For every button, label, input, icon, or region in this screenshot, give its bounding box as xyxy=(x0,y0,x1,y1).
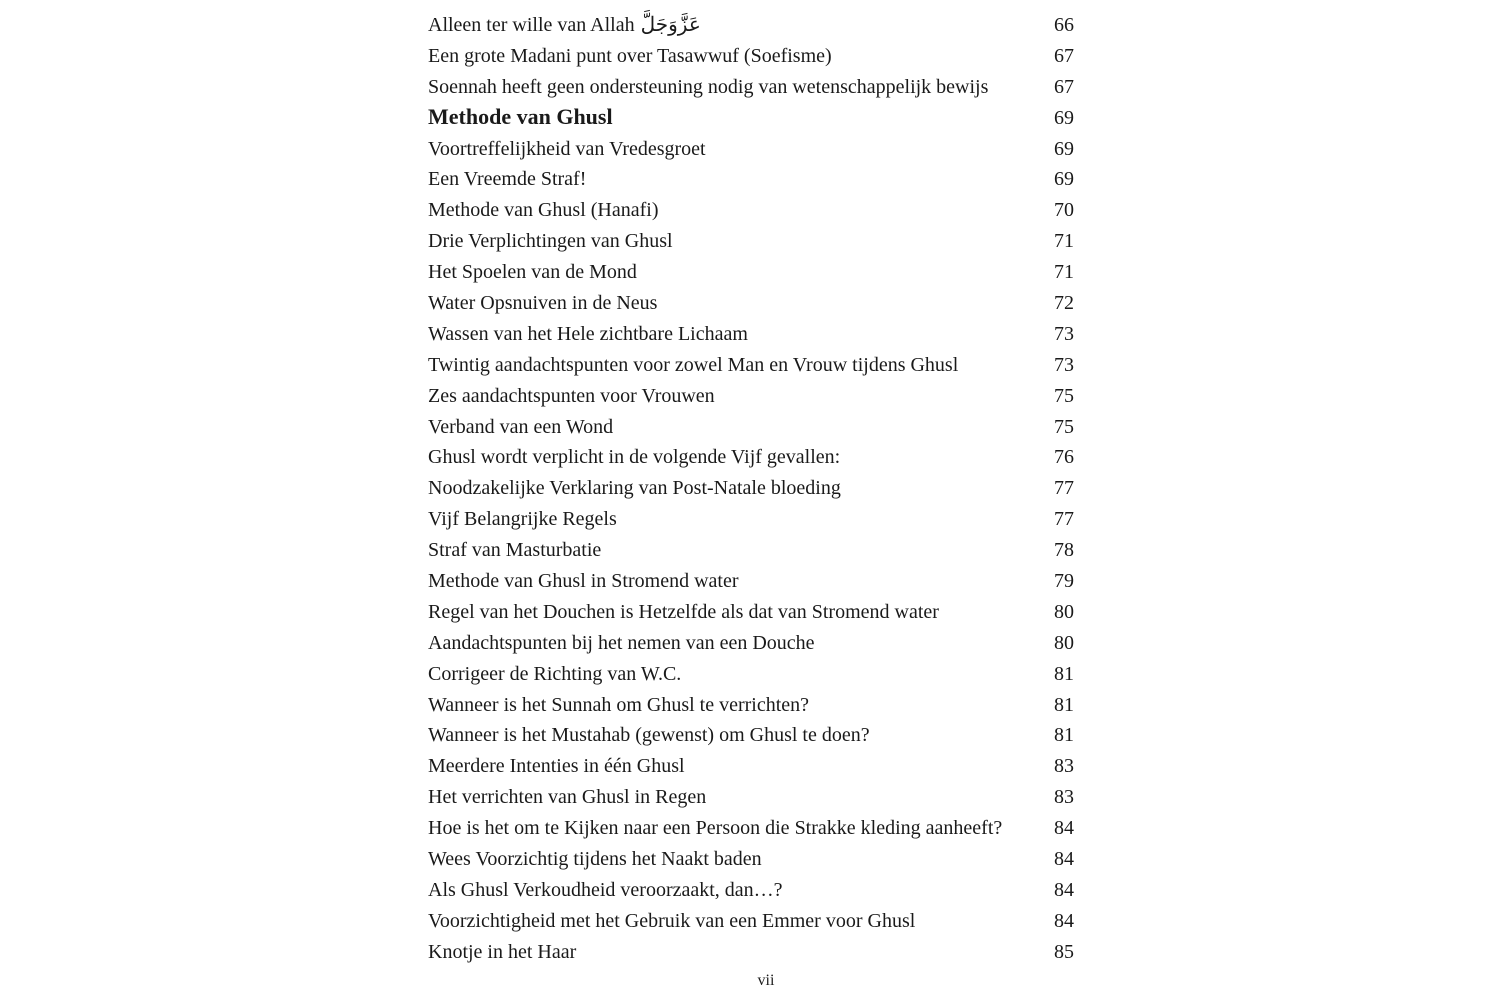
toc-entry-page: 81 xyxy=(1054,662,1074,685)
toc-entry-label xyxy=(428,412,613,443)
toc-entry xyxy=(428,257,1074,288)
toc-entry xyxy=(428,195,1074,226)
toc-entry-title: Voorzichtigheid met het Gebruik van een Emmer voor Ghusl xyxy=(428,909,916,932)
toc-entry-title: Verband van een Wond xyxy=(428,415,614,438)
toc-entry-title: Een grote Madani punt over Tasawwuf (Soefisme) xyxy=(428,44,832,67)
toc-entry-page: 83 xyxy=(1054,755,1074,778)
toc-entry-label xyxy=(428,566,739,597)
toc-entry xyxy=(428,597,1074,628)
toc-entry-title: Wanneer is het Mustahab (gewenst) om Ghusl te doen? xyxy=(428,724,870,747)
toc-entry-title: Het verrichten van Ghusl in Regen xyxy=(428,786,707,809)
toc-entry-page: 84 xyxy=(1054,909,1074,932)
toc-entry xyxy=(428,504,1074,535)
toc-entry-label xyxy=(428,226,673,257)
toc-entry-title: Vijf Belangrijke Regels xyxy=(428,508,617,531)
toc-entry-title: Water Opsnuiven in de Neus xyxy=(428,292,658,315)
toc-entry-title: Zes aandachtspunten voor Vrouwen xyxy=(428,384,715,407)
toc-entry-page: 77 xyxy=(1054,508,1074,531)
toc-entry-label xyxy=(428,72,988,103)
toc-entry-label xyxy=(428,597,939,628)
toc-entry-label xyxy=(428,659,681,690)
toc-entry-page: 69 xyxy=(1054,137,1074,160)
toc-entry-title: Wassen van het Hele zichtbare Lichaam xyxy=(428,322,748,345)
toc-entry-title: Wees Voorzichtig tijdens het Naakt baden xyxy=(428,848,762,871)
toc-entry-page: 76 xyxy=(1054,446,1074,469)
toc-section-heading xyxy=(428,103,1074,134)
toc-entry xyxy=(428,164,1074,195)
toc-entry-title: Wanneer is het Sunnah om Ghusl te verrichten? xyxy=(428,693,810,716)
toc-entry-title: Een Vreemde Straf! xyxy=(428,168,587,191)
toc-entry-label xyxy=(428,41,832,72)
toc-entry xyxy=(428,350,1074,381)
toc-entry-page: 72 xyxy=(1054,292,1074,315)
toc-entry-title: Drie Verplichtingen van Ghusl xyxy=(428,230,673,253)
toc-entry-page: 84 xyxy=(1054,848,1074,871)
toc-entry-page: 67 xyxy=(1054,44,1074,67)
toc-entry-label xyxy=(428,782,706,813)
toc-entry-label xyxy=(428,937,576,968)
toc-entry-title: Corrigeer de Richting van W.C. xyxy=(428,662,682,685)
toc-entry-label xyxy=(428,473,841,504)
toc-entry-label xyxy=(428,319,748,350)
toc-entry-title: Ghusl wordt verplicht in de volgende Vijf gevallen: xyxy=(428,446,841,469)
toc-entry-page: 67 xyxy=(1054,75,1074,98)
toc-entry-title: Regel van het Douchen is Hetzelfde als dat van Stromend water xyxy=(428,600,939,623)
toc-entry xyxy=(428,875,1074,906)
toc-entry xyxy=(428,319,1074,350)
toc-entry-label xyxy=(428,720,870,751)
toc-entry xyxy=(428,473,1074,504)
toc-entry-page: 80 xyxy=(1054,631,1074,654)
toc-entry-page: 81 xyxy=(1054,693,1074,716)
toc-entry-label xyxy=(428,504,617,535)
toc-entry xyxy=(428,72,1074,103)
toc-entry xyxy=(428,844,1074,875)
toc-entry-page: 75 xyxy=(1054,415,1074,438)
toc-entry-page: 71 xyxy=(1054,230,1074,253)
toc-entry-page: 71 xyxy=(1054,261,1074,284)
toc-entry xyxy=(428,41,1074,72)
toc-entry-title: Hoe is het om te Kijken naar een Persoon die Strakke kleding aanheeft? xyxy=(428,817,1003,840)
toc-entry-title: Noodzakelijke Verklaring van Post-Natale bloeding xyxy=(428,477,841,500)
toc-entry-title: Methode van Ghusl (Hanafi) xyxy=(428,199,659,222)
toc-entry xyxy=(428,659,1074,690)
toc-entry xyxy=(428,134,1074,165)
toc-entry-label xyxy=(428,906,915,937)
toc-entry-label xyxy=(428,164,586,195)
toc-entry-page: 84 xyxy=(1054,817,1074,840)
toc-entry-page: 69 xyxy=(1054,106,1074,129)
toc-entry-label xyxy=(428,442,840,473)
toc-entry-page: 84 xyxy=(1054,878,1074,901)
toc-entry-title: Methode van Ghusl in Stromend water xyxy=(428,570,739,593)
toc-entry xyxy=(428,412,1074,443)
toc-entry-page: 79 xyxy=(1054,570,1074,593)
toc-entry-label xyxy=(428,628,815,659)
toc-entry-title: Straf van Masturbatie xyxy=(428,539,602,562)
toc-entry-title: Voortreffelijkheid van Vredesgroet xyxy=(428,137,706,160)
page-number: vii xyxy=(757,972,775,989)
toc-entry-page: 66 xyxy=(1054,14,1074,36)
toc-entry xyxy=(428,937,1074,968)
toc-entry-title: Twintig aandachtspunten voor zowel Man en Vrouw tijdens Ghusl xyxy=(428,353,959,376)
toc-entry-page: 77 xyxy=(1054,477,1074,500)
toc-entry-label xyxy=(428,535,601,566)
toc-entry-label xyxy=(428,813,1002,844)
toc-entry xyxy=(428,10,1074,41)
toc-entry-page: 81 xyxy=(1054,724,1074,747)
toc-entry-label xyxy=(428,350,958,381)
toc-entry xyxy=(428,226,1074,257)
toc-entry-arabic-suffix: عَزَّوَجَلَّ xyxy=(640,14,701,36)
table-of-contents xyxy=(428,10,1074,968)
toc-entry xyxy=(428,381,1074,412)
toc-entry-label xyxy=(428,134,706,165)
toc-entry-page: 80 xyxy=(1054,600,1074,623)
toc-entry-label xyxy=(428,844,762,875)
toc-entry xyxy=(428,628,1074,659)
toc-entry xyxy=(428,442,1074,473)
toc-entry xyxy=(428,813,1074,844)
toc-entry-label xyxy=(428,10,701,41)
toc-entry-label xyxy=(428,195,659,226)
toc-entry-title: Knotje in het Haar xyxy=(428,940,577,963)
toc-entry-page: 70 xyxy=(1054,199,1074,222)
toc-entry-title: Methode van Ghusl xyxy=(428,104,613,130)
toc-entry-title: Als Ghusl Verkoudheid veroorzaakt, dan…? xyxy=(428,878,783,901)
toc-entry-label xyxy=(428,875,783,906)
toc-entry-page: 78 xyxy=(1054,539,1074,562)
toc-entry-label xyxy=(428,257,637,288)
toc-entry-page: 73 xyxy=(1054,353,1074,376)
toc-entry-label xyxy=(428,690,809,721)
toc-entry-page: 75 xyxy=(1054,384,1074,407)
toc-entry-page: 69 xyxy=(1054,168,1074,191)
toc-entry-title: Alleen ter wille van Allah xyxy=(428,14,635,36)
toc-entry xyxy=(428,566,1074,597)
toc-entry-page: 73 xyxy=(1054,322,1074,345)
toc-entry xyxy=(428,782,1074,813)
toc-entry-label xyxy=(428,381,715,412)
toc-entry-page: 83 xyxy=(1054,786,1074,809)
toc-entry-title: Aandachtspunten bij het nemen van een Douche xyxy=(428,631,815,654)
toc-entry-label xyxy=(428,751,685,782)
toc-entry-title: Soennah heeft geen ondersteuning nodig van wetenschappelijk bewijs xyxy=(428,75,989,98)
toc-entry xyxy=(428,751,1074,782)
toc-entry-page: 85 xyxy=(1054,940,1074,963)
toc-entry-label xyxy=(428,288,657,319)
toc-entry xyxy=(428,720,1074,751)
toc-entry-title: Meerdere Intenties in één Ghusl xyxy=(428,755,685,778)
toc-entry xyxy=(428,906,1074,937)
toc-entry xyxy=(428,535,1074,566)
toc-entry-title: Het Spoelen van de Mond xyxy=(428,261,637,284)
toc-entry xyxy=(428,690,1074,721)
toc-entry xyxy=(428,288,1074,319)
toc-entry-label xyxy=(428,102,613,134)
